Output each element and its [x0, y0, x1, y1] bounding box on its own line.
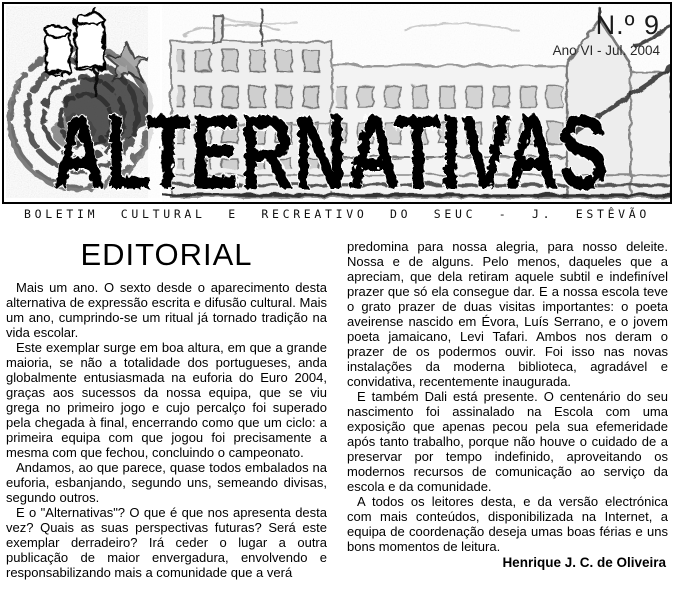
issue-date: Ano VI - Jul. 2004: [552, 43, 660, 58]
editorial-paragraph: Mais um ano. O sexto desde o aparecimento desta alternativa de expressão escrita e difusão cultural. Mais um ano, cumprindo-se um ritual já tornado tradição na vida escolar.: [6, 279, 327, 340]
masthead-subtitle: BOLETIM CULTURAL E RECREATIVO DO SEUC - J. ESTÊVÃO: [24, 207, 650, 221]
masthead-title-text: ALTERNATIVAS: [50, 93, 606, 209]
editorial-right-column: [347, 237, 668, 599]
editorial-paragraph: predomina para nossa alegria, para nosso deleite. Nossa e de alguns. Pelo menos, daqueles que a apreciam, que dela retiram aquele subtil e indefinível prazer que só ela consegue dar. E a nossa escola teve o grato prazer de duas visitas importantes: o poeta aveirense nascido em Évora, Luís Serrano, e o jovem poeta jamaicano, Levi Tafari. Ambos nos deram o prazer de os podermos ouvir. Foi isso nas novas instalações da moderna biblioteca, agradável e convidativa, recentemente inaugurada.: [347, 239, 668, 389]
school-building-sketch: [162, 4, 670, 202]
editorial-paragraph: E também Dali está presente. O centenário do seu nascimento foi assinalado na Escola com uma exposição que apenas pecou pela sua efemeridade após tanto trabalho, porque não houve o cuidado de a preservar por tempo indefinido, aproveitando os modernos recursos de comunicação ao serviço da escola e da comunidade.: [347, 389, 668, 494]
editorial-paragraph: Andamos, ao que parece, quase todos embalados na euforia, esbanjando, segundo uns, semeando divisas, segundo outros.: [6, 459, 327, 505]
editorial-heading: EDITORIAL: [80, 237, 253, 272]
editorial-paragraph: A todos os leitores desta, e da versão electrónica com mais conteúdos, disponibilizada na Internet, a equipa de coordenação deseja umas boas férias e uns bons momentos de leitura.: [347, 494, 668, 554]
editorial-paragraph: Este exemplar surge em boa altura, em que a grande maioria, se não a totalidade dos portugueses, anda globalmente entusiasmada na euforia do Euro 2004, graças aos sucessos da nossa equipa, que se viu grega no primeiro jogo e cujo percalço foi superado pela chegada à final, encerrando como que um ciclo: a primeira equipa com que jogou foi precisamente a mesma com que fechou, concluindo o campeonato.: [6, 339, 327, 460]
issue-number: N.º 9: [595, 10, 660, 40]
editorial-article: [6, 237, 668, 599]
issue-block: [553, 10, 660, 58]
editorial-signature: Henrique J. C. de Oliveira: [502, 555, 666, 570]
editorial-paragraph: E o "Alternativas"? O que é que nos apresenta desta vez? Quais as suas perspectivas futuras? Será este exemplar derradeiro? Irá ceder o lugar a outra publicação de maior envergadura, envolvendo e responsabilizando mais a comunidade que a verá: [6, 504, 327, 580]
emblem-sketch-svg: [6, 6, 160, 198]
masthead: [2, 2, 672, 209]
editorial-left-column: [6, 237, 327, 599]
spiral-scroll-emblem-icon: [4, 4, 162, 202]
